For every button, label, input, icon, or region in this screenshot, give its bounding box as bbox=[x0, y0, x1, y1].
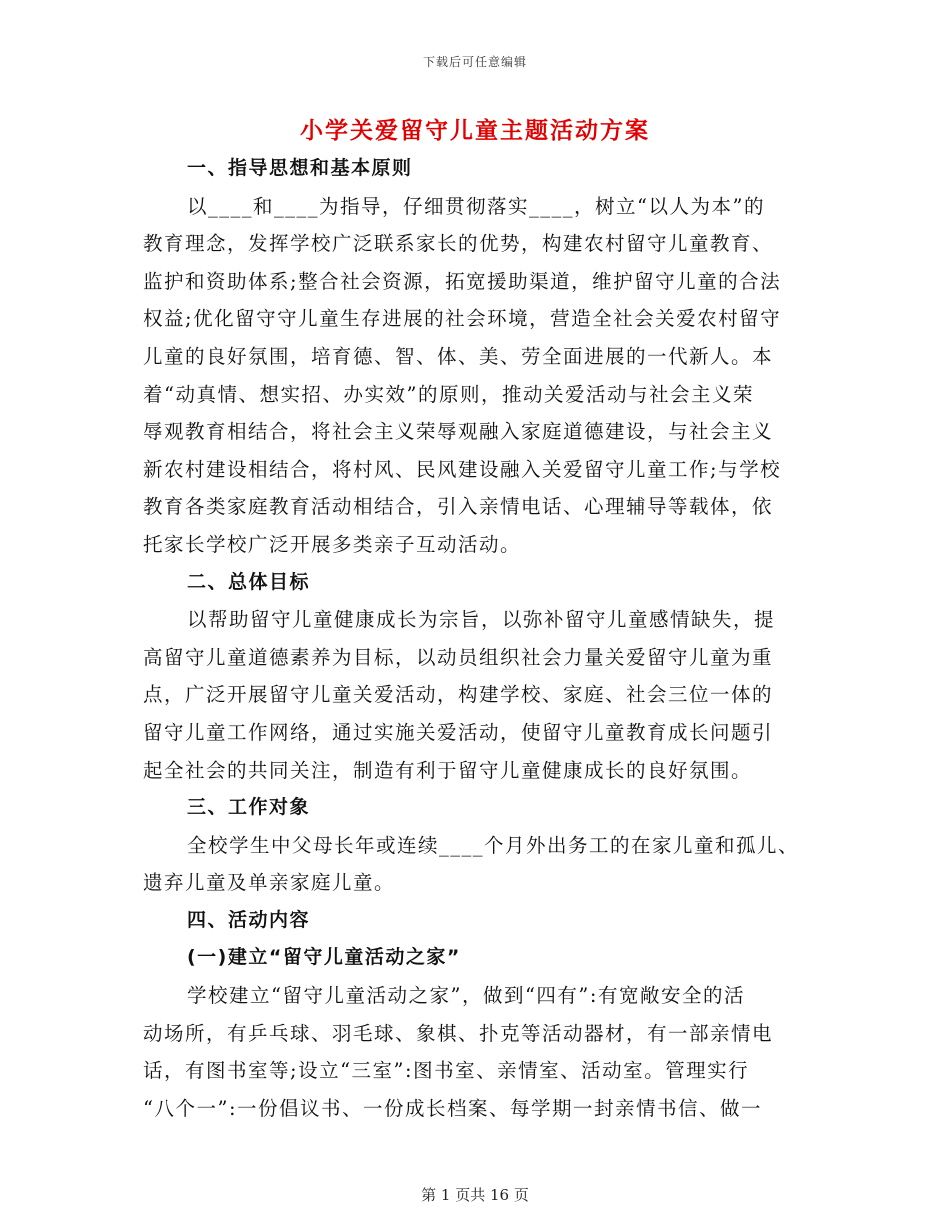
page-footer: 第 1 页共 16 页 bbox=[421, 1186, 529, 1204]
paragraph-line: 以帮助留守儿童健康成长为宗旨，以弥补留守儿童感情缺失，提 bbox=[187, 608, 776, 632]
paragraph-line: 着“动真情、想实招、办实效”的原则，推动关爱活动与社会主义荣 bbox=[143, 382, 754, 406]
paragraph-line: 新农村建设相结合，将村风、民风建设融入关爱留守儿童工作;与学校 bbox=[143, 457, 782, 481]
paragraph-line: 起全社会的共同关注，制造有利于留守儿童健康成长的良好氛围。 bbox=[143, 758, 753, 782]
document-body bbox=[143, 150, 813, 1127]
paragraph-line: 教育各类家庭教育活动相结合，引入亲情电话、心理辅导等载体，依 bbox=[143, 495, 774, 519]
section-heading-1: 一、指导思想和基本原则 bbox=[187, 157, 413, 179]
section-heading-3: 三、工作对象 bbox=[187, 796, 311, 819]
paragraph-line: 儿童的良好氛围，培育德、智、体、美、劳全面进展的一代新人。本 bbox=[143, 344, 774, 368]
page-header-note: 下载后可任意编辑 bbox=[422, 55, 527, 69]
paragraph-line: 以____和____为指导，仔细贯彻落实____，树立“以人为本”的 bbox=[187, 194, 765, 218]
paragraph-line: 教育理念，发挥学校广泛联系家长的优势，构建农村留守儿童教育、 bbox=[143, 232, 774, 256]
paragraph-line: 全校学生中父母长年或连续____个月外出务工的在家儿童和孤儿、 bbox=[187, 833, 800, 857]
section-heading-2: 二、总体目标 bbox=[187, 570, 311, 593]
paragraph-line: 监护和资助体系;整合社会资源，拓宽援助渠道，维护留守儿童的合法 bbox=[143, 269, 782, 293]
section-heading-4: 四、活动内容 bbox=[187, 908, 311, 931]
document-title: 小学关爱留守儿童主题活动方案 bbox=[300, 117, 650, 144]
paragraph-line: 托家长学校广泛开展多类亲子互动活动。 bbox=[143, 532, 522, 556]
paragraph-line: 点，广泛开展留守儿童关爱活动，构建学校、家庭、社会三位一体的 bbox=[143, 683, 774, 707]
subsection-heading: (一)建立“留守儿童活动之家” bbox=[187, 946, 461, 969]
paragraph-line: 学校建立“留守儿童活动之家”，做到“四有”:有宽敞安全的活 bbox=[187, 984, 745, 1008]
paragraph-line: 遗弃儿童及单亲家庭儿童。 bbox=[143, 871, 396, 895]
paragraph-line: 动场所，有乒乓球、羽毛球、象棋、扑克等活动器材，有一部亲情电 bbox=[143, 1021, 774, 1045]
paragraph-line: “八个一”:一份倡议书、一份成长档案、每学期一封亲情书信、做一 bbox=[143, 1096, 763, 1120]
paragraph-line: 话，有图书室等;设立“三室”:图书室、亲情室、活动室。管理实行 bbox=[143, 1059, 750, 1083]
paragraph-line: 权益;优化留守守儿童生存进展的社会环境，营造全社会关爱农村留守 bbox=[143, 307, 782, 331]
paragraph-line: 辱观教育相结合，将社会主义荣辱观融入家庭道德建设，与社会主义 bbox=[143, 420, 774, 444]
paragraph-line: 高留守儿童道德素养为目标，以动员组织社会力量关爱留守儿童为重 bbox=[143, 645, 774, 669]
paragraph-line: 留守儿童工作网络，通过实施关爱活动，使留守儿童教育成长问题引 bbox=[143, 720, 774, 744]
